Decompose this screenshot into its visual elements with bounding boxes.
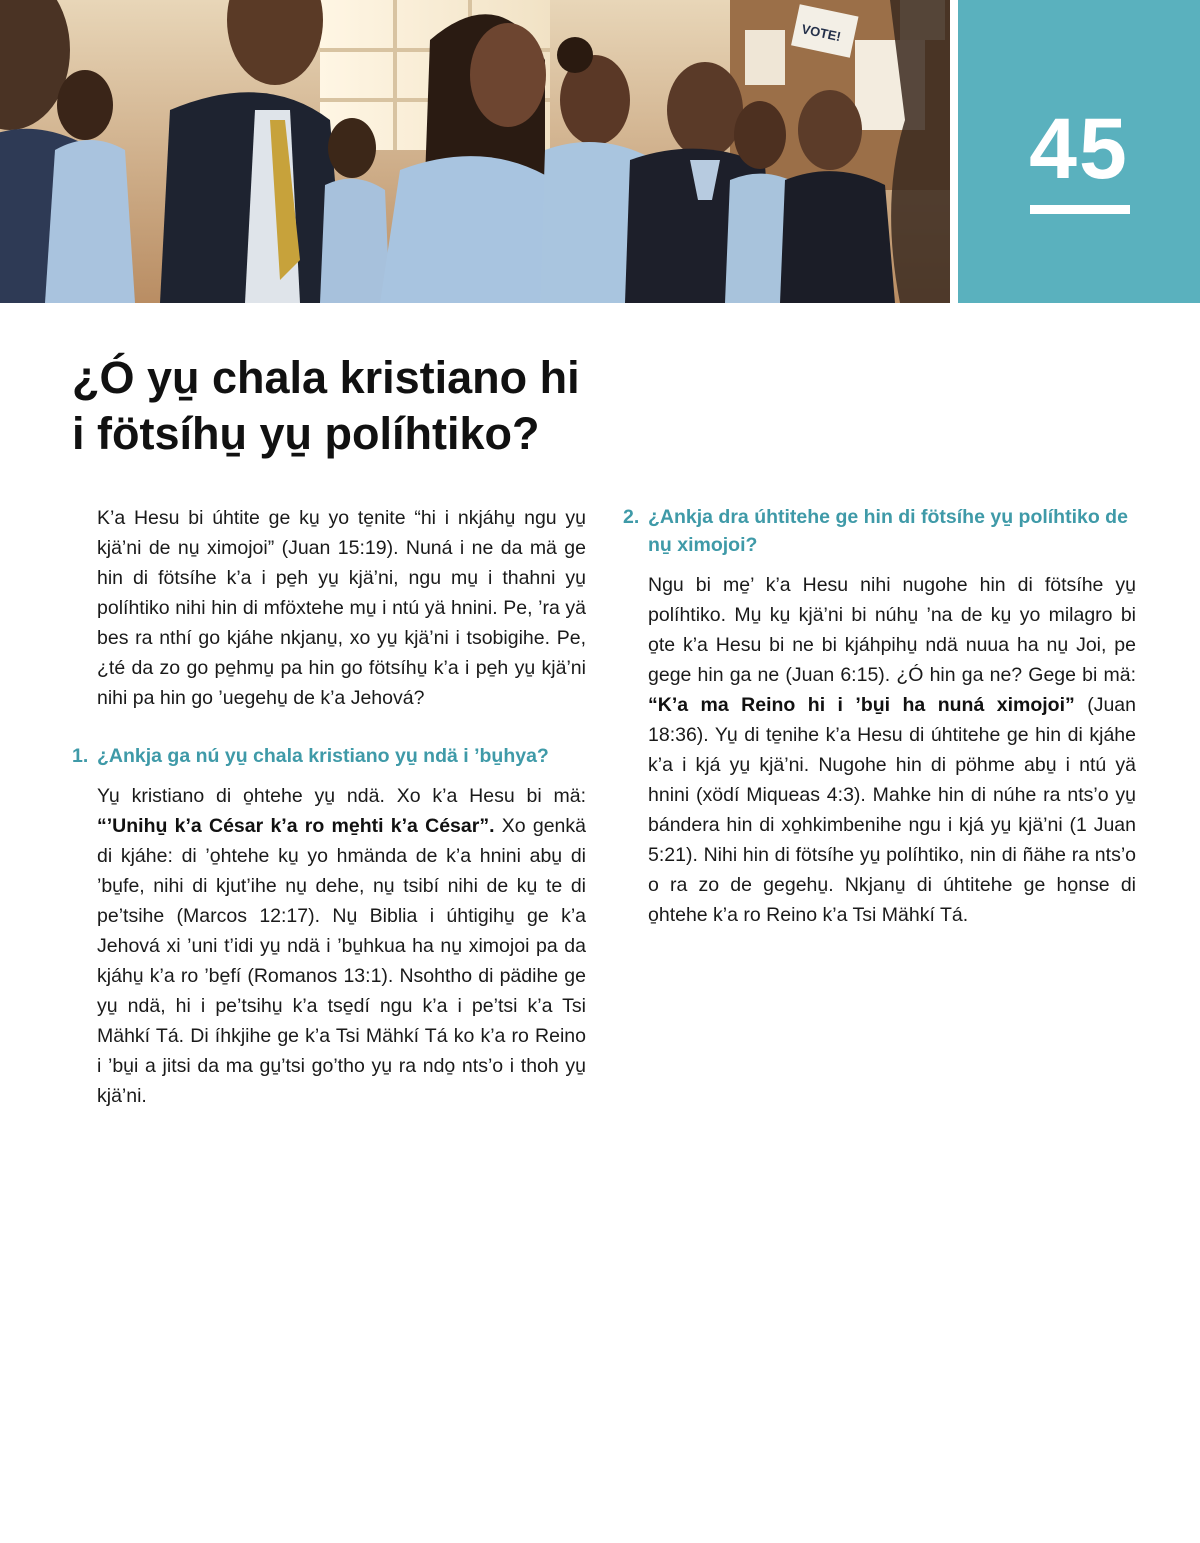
- classroom-photo-illustration: [0, 0, 950, 303]
- title-line-1: ¿Ó yu̱ chala kristiano hi: [72, 352, 580, 403]
- title-line-2: i fötsíhu̱ yu̱ políhtiko?: [72, 408, 540, 459]
- left-column: [72, 503, 586, 1111]
- vote-sign: VOTE!: [800, 21, 843, 45]
- question-2-heading: [623, 503, 1136, 559]
- question-1-text: ¿Ankja ga nú yu̱ chala kristiano yu̱ ndä i ’bu̱hya?: [97, 745, 549, 767]
- question-1-number: 1.: [72, 745, 89, 767]
- answer-2-text-b: (Juan 18:36). Yu̱ di te̱nihe k’a Hesu di úhtitehe ge hin di kjáhe k’a i kjá yu̱ kjä’ni. Nugohe hin di pöhme abu̱ i ntú yä hnini (xödí Miqueas 4:3). Mahke hin di núhe ra nts’o yu̱ bándera hin di xo̱hkimbenihe ngu i kjá yu̱ kjä’ni (1 Juan 5:21). Nihi hin di fötsíhe yu̱ políhtiko, nin di ñähe ra nts’o o ra zo de gegehu̱. Nkjanu̱ di úhtitehe ge ho̱nse di o̱htehe k’a ro Reino k’a Tsi Mähkí Tá.: [648, 694, 1136, 926]
- intro-paragraph: K’a Hesu bi úhtite ge ku̱ yo te̱nite “hi i nkjáhu̱ ngu yu̱ kjä’ni de nu̱ ximojoi” (Juan 15:19). Nuná i ne da mä ge hin di fötsíhe k’a i pe̱h yu̱ kjä’ni, ngu mu̱ i thahni yu̱ políhtiko nihi hin di mföxtehe mu̱ i ntú yä hnini. Pe, ’ra yä bes ra nthí go kjáhe nkjanu̱, xo yu̱ kjä’ni i tsobigihe. Pe, ¿té da zo go pe̱hmu̱ pa hin go fötsíhu̱ k’a i pe̱h yu̱ kjä’ni nihi pa hin go ’uegehu̱ de k’a Jehová?: [97, 507, 586, 709]
- answer-2-quote: “K’a ma Reino hi i ’bu̱i ha nuná ximojoi”: [648, 694, 1075, 716]
- lesson-number-underline: [1030, 205, 1130, 214]
- answer-1-quote: “’Unihu̱ k’a César k’a ro me̱hti k’a César”.: [97, 815, 495, 837]
- lesson-number: 45: [1029, 101, 1129, 197]
- page-title: [72, 350, 772, 462]
- lesson-number-box: [958, 0, 1200, 303]
- answer-2-text-a: Ngu bi me̱’ k’a Hesu nihi nugohe hin di fötsíhe yu̱ políhtiko. Mu̱ ku̱ kjä’ni bi núhu̱ ’na de ku̱ yo milagro bi o̱te k’a Hesu bi ne bi kjáhpihu̱ ndä nuua ha nu̱ Joi, pe gege hin ga ne (Juan 6:15). ¿Ó hin ga ne? Gege bi mä:: [648, 574, 1136, 686]
- answer-1-text-a: Yu̱ kristiano di o̱htehe yu̱ ndä. Xo k’a Hesu bi mä:: [97, 785, 586, 807]
- question-2-text: ¿Ankja dra úhtitehe ge hin di fötsíhe yu̱ políhtiko de nu̱ ximojoi?: [648, 506, 1128, 556]
- question-1-heading: [72, 742, 586, 770]
- answer-1-text-b: Xo genkä di kjáhe: di ’o̱htehe ku̱ yo hmända de k’a hnini abu̱ di ’bu̱fe, nihi di kjut’ihe nu̱ dehe, nu̱ tsibí nihi de ku̱ te di pe’tsihe (Marcos 12:17). Nu̱ Biblia i úhtigihu̱ ge k’a Jehová xi ’uni t’idi yu̱ ndä i ’bu̱hkua ha nu̱ ximojoi pa da kjáhu̱ k’a ro ’be̱fí (Romanos 13:1). Nsohtho di pädihe ge yu̱ ndä, hi i pe’tsihu̱ k’a tse̱dí ngu k’a i pe’tsi k’a Tsi Mähkí Tá. Di íhkjihe ge k’a Tsi Mähkí Tá ko k’a ro Reino i ’bu̱i a jitsi da ma gu̱’tsi go’tho yu̱ ra ndo̱ nts’o i thoh yu̱ kjä’ni.: [97, 815, 586, 1107]
- right-column: [623, 503, 1136, 930]
- answer-1-paragraph: [97, 781, 586, 1111]
- answer-2-paragraph: [648, 570, 1136, 930]
- question-2-number: 2.: [623, 506, 640, 528]
- hero-photo: [0, 0, 950, 303]
